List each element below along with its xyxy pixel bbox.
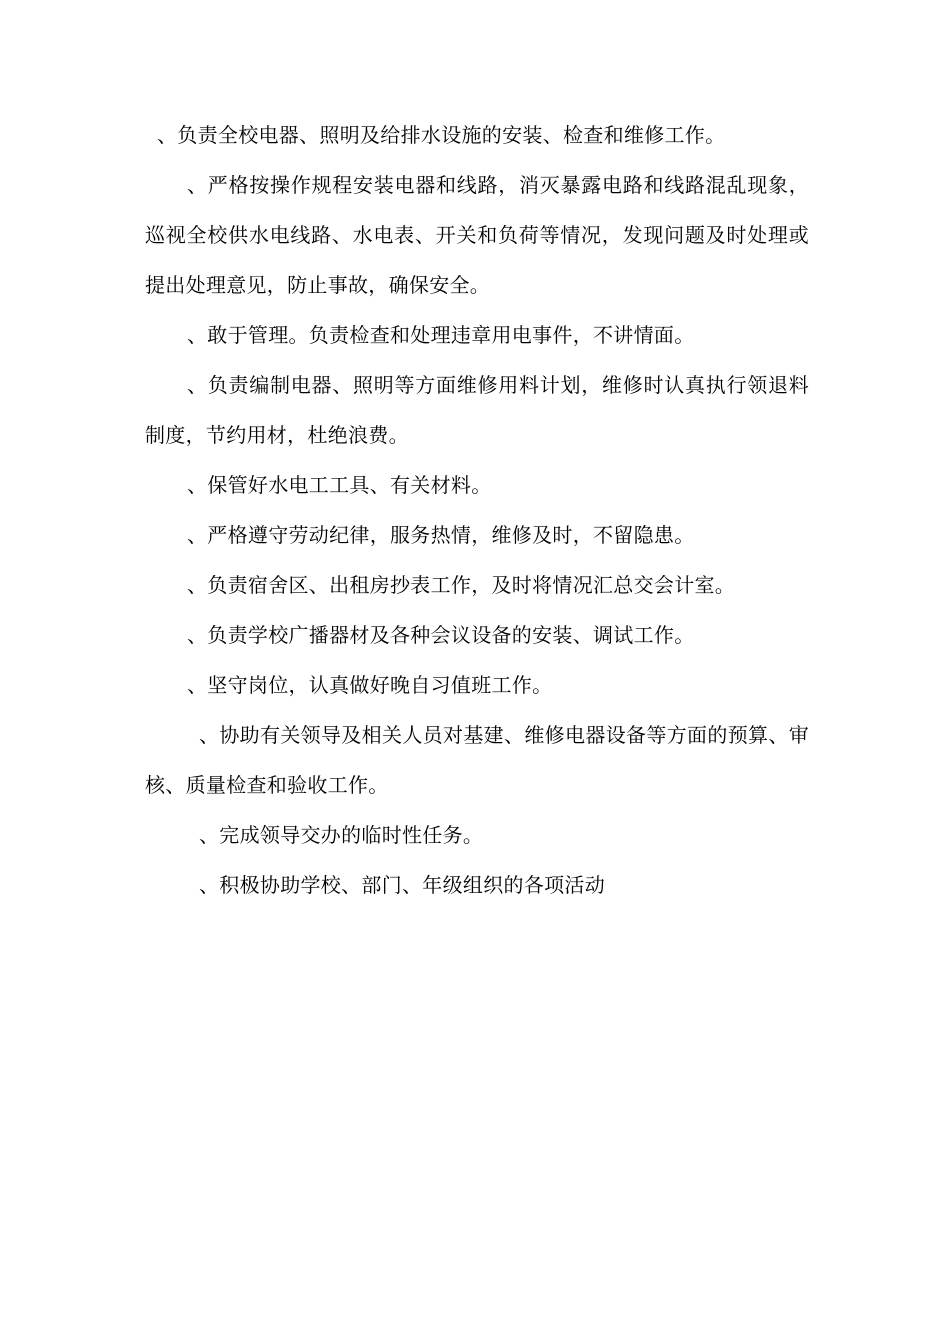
paragraph-10: 、协助有关领导及相关人员对基建、维修电器设备等方面的预算、审核、质量检查和验收工作。 — [145, 723, 809, 797]
paragraph-9: 、坚守岗位，认真做好晚自习值班工作。 — [187, 673, 553, 697]
paragraph-1: 、负责全校电器、照明及给排水设施的安装、检查和维修工作。 — [157, 123, 726, 147]
paragraph-3: 、敢于管理。负责检查和处理违章用电事件，不讲情面。 — [187, 323, 695, 347]
paragraph-2: 、严格按操作规程安装电器和线路，消灭暴露电路和线路混乱现象，巡视全校供水电线路、水电表、开关和负荷等情况，发现问题及时处理或提出处理意见，防止事故，确保安全。 — [145, 173, 809, 297]
paragraph-12: 、积极协助学校、部门、年级组织的各项活动 — [199, 873, 605, 897]
paragraph-11: 、完成领导交办的临时性任务。 — [199, 823, 484, 847]
paragraph-7: 、负责宿舍区、出租房抄表工作，及时将情况汇总交会计室。 — [187, 573, 736, 597]
paragraph-8: 、负责学校广播器材及各种会议设备的安装、调试工作。 — [187, 623, 695, 647]
paragraph-6: 、严格遵守劳动纪律，服务热情，维修及时，不留隐患。 — [187, 523, 695, 547]
paragraph-5: 、保管好水电工工具、有关材料。 — [187, 473, 492, 497]
paragraph-4: 、负责编制电器、照明等方面维修用料计划，维修时认真执行领退料制度，节约用材，杜绝浪费。 — [145, 373, 809, 447]
document-body — [145, 110, 809, 910]
